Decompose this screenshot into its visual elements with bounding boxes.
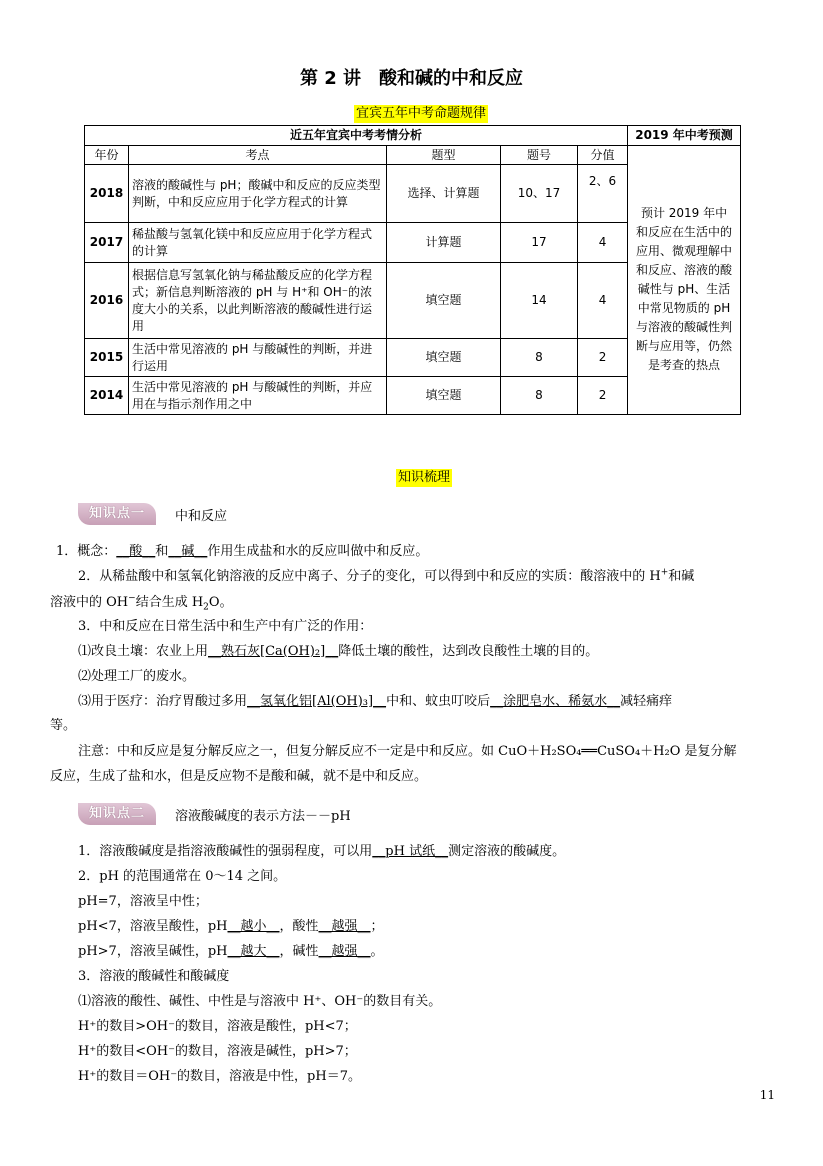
kp1-line-4 [78, 639, 798, 665]
section-heading-knowledge: 知识梳理 [398, 470, 451, 485]
kp1-line-9: 反应，生成了盐和水，但是反应物不是酸和碱，就不是中和反应。 [50, 769, 428, 784]
row-score: 2 [578, 377, 628, 415]
row-number: 10、17 [501, 165, 578, 223]
text: O。 [208, 595, 233, 610]
answer-blank: __酸__ [116, 544, 156, 559]
answer-blank: __越强__ [318, 944, 371, 959]
kp2-line-8: H⁺的数目>OH⁻的数目，溶液是酸性，pH<7； [78, 1019, 357, 1034]
prediction-text: 预计 2019 年中和反应在生活中的应用、微观理解中和反应、溶液的酸碱性与 pH、生活中常见物质的 pH 与溶液的酸碱性判断与应用等，仍然是考查的热点 [628, 165, 741, 415]
text: 溶液中的 OH [50, 595, 129, 610]
row-point: 溶液的酸碱性与 pH；酸碱中和反应的反应类型判断，中和反应应用于化学方程式的计算 [129, 165, 387, 223]
text: ，酸性 [279, 919, 319, 934]
kp2-line-4 [78, 914, 798, 940]
kp2-line-10: H⁺的数目＝OH⁻的数目，溶液是中性，pH＝7。 [78, 1069, 361, 1084]
text: 作用生成盐和水的反应叫做中和反应。 [207, 544, 429, 559]
kp2-line-6: 3．溶液的酸碱性和酸碱度 [78, 969, 230, 984]
col-header-point: 考点 [129, 146, 387, 165]
knowledge-badge-1: 知识点一 [78, 503, 156, 525]
col-header-type: 题型 [387, 146, 501, 165]
text: 结合生成 H [135, 595, 204, 610]
text: 和 [155, 544, 169, 559]
row-number: 8 [501, 339, 578, 377]
row-score: 4 [578, 223, 628, 263]
row-type: 填空题 [387, 377, 501, 415]
row-number: 8 [501, 377, 578, 415]
kp1-line-7: 等。 [50, 718, 77, 733]
kp1-line-8: 注意：中和反应是复分解反应之一，但复分解反应不一定是中和反应。如 CuO＋H₂SO₄══CuSO₄＋H₂O 是复分解 [78, 744, 737, 759]
text: 降低土壤的酸性，达到改良酸性土壤的目的。 [338, 644, 599, 659]
row-point: 生活中常见溶液的 pH 与酸碱性的判断，并进行运用 [129, 339, 387, 377]
analysis-header: 近五年宜宾中考考情分析 [85, 126, 628, 146]
text: pH>7，溶液呈碱性，pH [78, 944, 228, 959]
row-number: 14 [501, 263, 578, 339]
answer-blank: __越强__ [318, 919, 371, 934]
kp1-line-6 [78, 689, 798, 715]
row-score: 4 [578, 263, 628, 339]
row-point: 生活中常见溶液的 pH 与酸碱性的判断，并应用在与指示剂作用之中 [129, 377, 387, 415]
row-number: 17 [501, 223, 578, 263]
row-type: 计算题 [387, 223, 501, 263]
text: 1．概念： [56, 544, 117, 559]
answer-blank: __氢氧化铝[Al(OH)₃]__ [247, 694, 387, 709]
col-header-number: 题号 [501, 146, 578, 165]
row-year: 2017 [85, 223, 129, 263]
text: 和碱 [668, 569, 695, 584]
kp1-line-3: 3．中和反应在日常生活中和生产中有广泛的作用： [78, 619, 373, 634]
section-heading-exam-pattern: 宜宾五年中考命题规律 [356, 106, 487, 121]
text: 测定溶液的酸碱度。 [448, 844, 566, 859]
kp1-line-5: ⑵处理工厂的废水。 [78, 669, 196, 684]
knowledge-badge-2: 知识点二 [78, 803, 156, 825]
page-number: 11 [759, 1088, 775, 1102]
row-type: 选择、计算题 [387, 165, 501, 223]
text: 中和、蚊虫叮咬后 [386, 694, 491, 709]
kp2-line-9: H⁺的数目<OH⁻的数目，溶液是碱性，pH>7； [78, 1044, 357, 1059]
row-point: 稀盐酸与氢氧化镁中和反应应用于化学方程式的计算 [129, 223, 387, 263]
row-point: 根据信息写氢氧化钠与稀盐酸反应的化学方程式；新信息判断溶液的 pH 与 H⁺和 OH⁻的浓度大小的关系，以此判断溶液的酸碱性进行运用 [129, 263, 387, 339]
page-title: 第 2 讲 酸和碱的中和反应 [299, 68, 524, 89]
table-row [85, 165, 741, 223]
kp2-line-1 [78, 839, 798, 865]
row-year: 2016 [85, 263, 129, 339]
text: ⑴改良土壤：农业上用 [78, 644, 209, 659]
col-header-year: 年份 [85, 146, 129, 165]
answer-blank: __pH 试纸__ [372, 844, 449, 859]
row-year: 2015 [85, 339, 129, 377]
kp2-line-3: pH=7，溶液呈中性； [78, 894, 208, 909]
row-type: 填空题 [387, 263, 501, 339]
row-year: 2014 [85, 377, 129, 415]
answer-blank: __越小__ [227, 919, 280, 934]
kp2-line-7: ⑴溶液的酸性、碱性、中性是与溶液中 H⁺、OH⁻的数目有关。 [78, 994, 442, 1009]
answer-blank: __涂肥皂水、稀氨水__ [490, 694, 621, 709]
knowledge-title-2: 溶液酸碱度的表示方法－－pH [175, 809, 351, 824]
text: ⑶用于医疗：治疗胃酸过多用 [78, 694, 248, 709]
row-score: 2 [578, 339, 628, 377]
row-year: 2018 [85, 165, 129, 223]
prediction-header: 2019 年中考预测 [628, 126, 741, 146]
text: pH<7，溶液呈酸性，pH [78, 919, 228, 934]
knowledge-title-1: 中和反应 [175, 509, 228, 524]
row-score: 2、6 [578, 165, 628, 223]
kp1-line-2b: 溶液中的 OH−结合生成 $H_2O$。 [50, 593, 233, 613]
answer-blank: __越大__ [227, 944, 280, 959]
text: 2．从稀盐酸中和氢氧化钠溶液的反应中离子、分子的变化，可以得到中和反应的实质：酸溶液中的 H [78, 569, 661, 584]
exam-analysis-table [84, 125, 741, 415]
answer-blank: __熟石灰[Ca(OH)₂]__ [208, 644, 339, 659]
text: ，碱性 [279, 944, 319, 959]
kp2-line-5 [78, 939, 798, 965]
text: ； [370, 919, 384, 934]
col-header-score: 分值 [578, 146, 628, 165]
text: 。 [370, 944, 384, 959]
answer-blank: __碱__ [168, 544, 208, 559]
kp1-line-1 [56, 539, 776, 565]
kp1-line-2: 2．从稀盐酸中和氢氧化钠溶液的反应中离子、分子的变化，可以得到中和反应的实质：酸溶液中的 H+和碱 [78, 567, 695, 584]
text: 1．溶液酸碱度是指溶液酸碱性的强弱程度，可以用 [78, 844, 373, 859]
row-type: 填空题 [387, 339, 501, 377]
text: 减轻痛痒 [620, 694, 673, 709]
kp2-line-2: 2．pH 的范围通常在 0～14 之间。 [78, 869, 287, 884]
